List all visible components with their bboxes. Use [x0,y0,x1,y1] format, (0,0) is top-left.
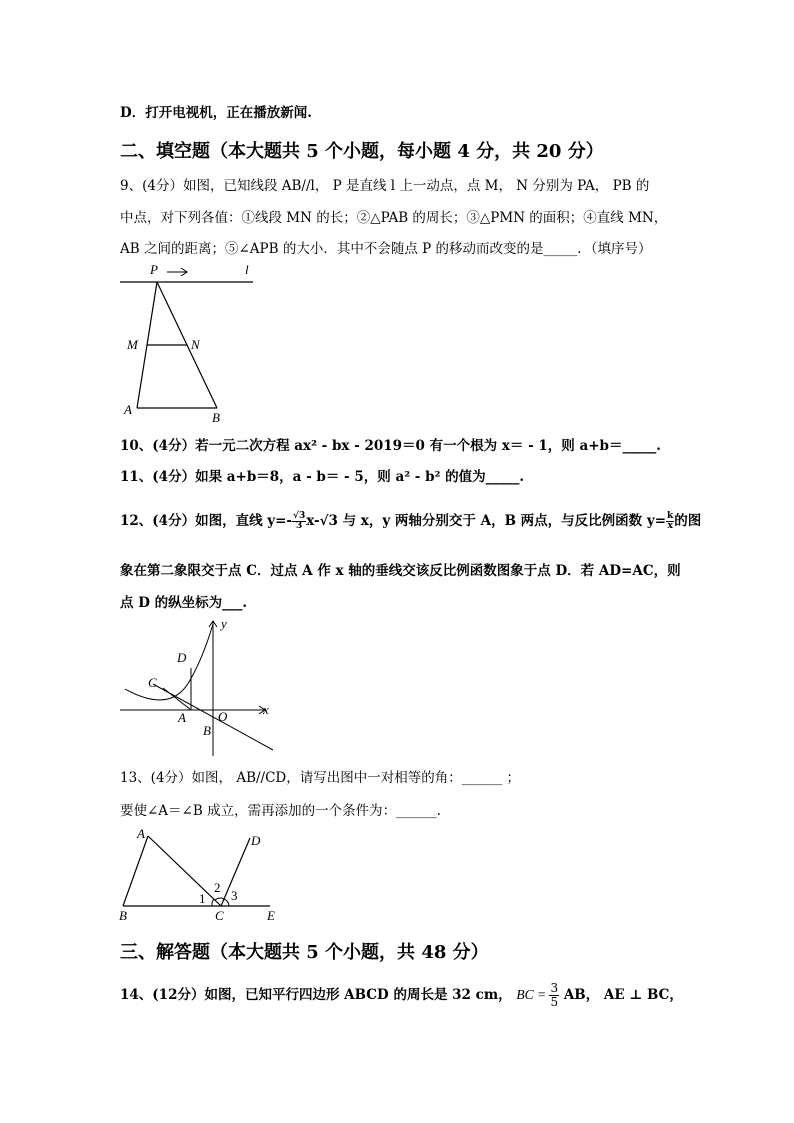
q12-figure [115,616,285,761]
q14-formula: BC = [516,987,550,1002]
label-c: C [215,908,224,923]
q12-fraction-1: $\frac{√3}{3}$ [293,511,306,531]
label-a: A [137,826,145,841]
label-e: E [267,908,275,923]
label-m: M [127,337,138,352]
label-d: D [177,650,187,665]
q14-fraction: $\frac{3}{5}$ [550,981,559,1009]
q13-figure [115,826,290,924]
q9-line-2: 中点，对下列各值：①线段 MN 的长；②△PAB 的周长；③△PMN 的面积；④直线 MN， [120,210,668,226]
q13-line-2: 要使∠A＝∠B 成立，需再添加的一个条件为：______. [120,803,441,819]
label-b: B [203,723,211,738]
q9-figure [115,262,265,427]
label-p: P [150,262,158,277]
q12-part-1: 12、(4分）如图，直线 y=- [120,513,293,529]
label-l: l [245,262,249,277]
segment-ab [123,836,148,906]
q13-line-1: 13、(4分）如图， AB//CD，请写出图中一对相等的角：______ ； [120,770,521,786]
angle-3-arc [224,899,229,906]
option-d: D．打开电视机，正在播放新闻. [120,105,312,121]
section-3-title: 三、解答题（本大题共 5 个小题，共 48 分） [120,942,489,963]
angle-2-arc [215,898,224,900]
q12-part-2: x-√3 与 x，y 两轴分别交于 A，B 两点，与反比例函数 y= [306,513,667,529]
hyperbola-curve [125,624,213,700]
q12-part-3: 的图 [674,513,702,529]
label-d: D [251,833,261,848]
label-a: A [124,402,132,417]
q14-line-1 [120,982,683,1009]
q14-part-1: 14、(12分）如图，已知平行四边形 ABCD 的周长是 32 cm， [120,987,512,1003]
q12-line-3: 点 D 的纵坐标为___. [120,595,248,611]
q12-line-2: 象在第二象限交于点 C．过点 A 作 x 轴的垂线交该反比例函数图象于点 D．若 AD=AC，则 [120,563,681,579]
q12-line-1 [120,512,701,531]
label-b: B [212,410,220,425]
label-o: O [218,709,228,724]
q11: 11、(4分）如果 a+b＝8，a - b＝ - 5，则 a² - b² 的值为_____. [120,469,525,485]
q12-fraction-2: $\frac{k}{x}$ [667,511,674,531]
label-b: B [119,908,127,923]
label-n: N [191,337,200,352]
section-2-title: 二、填空题（本大题共 5 个小题，每小题 4 分，共 20 分） [120,141,604,162]
q10: 10、(4分）若一元二次方程 ax² - bx - 2019＝0 有一个根为 x＝ - 1，则 a+b＝_____. [120,438,661,454]
label-2: 2 [214,880,221,895]
label-1: 1 [199,891,206,906]
q14-part-2: AB， AE ⊥ BC， [563,987,683,1003]
angle-1-arc [212,899,214,906]
label-y: y [221,616,227,631]
label-3: 3 [231,888,238,903]
q9-line-3: AB 之间的距离；⑤∠APB 的大小．其中不会随点 P 的移动而改变的是_____．（填序号） [120,241,652,257]
segment-ac [148,836,221,906]
label-a: A [178,710,186,725]
label-x: x [263,702,269,717]
q9-line-1: 9、(4分）如图，已知线段 AB//l， P 是直线 l 上一动点，点 M， N 分别为 PA， PB 的 [120,178,650,194]
label-c: C [148,675,157,690]
